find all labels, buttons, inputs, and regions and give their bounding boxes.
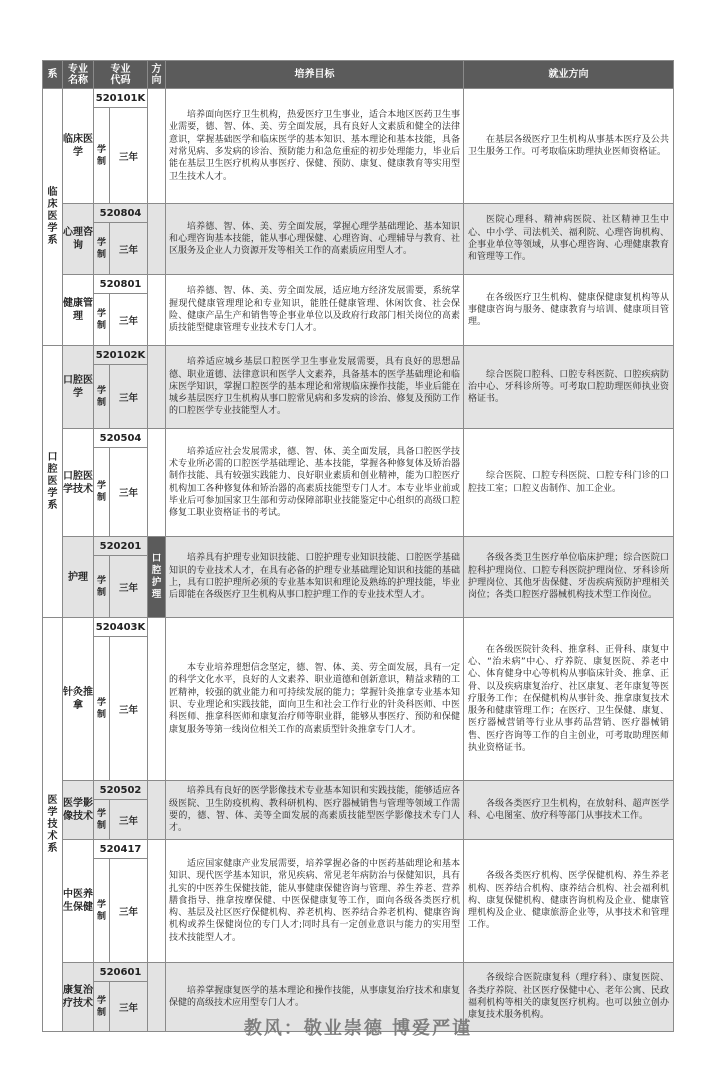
job-text: 各级各类医疗卫生机构，在放射科、超声医学科、心电图室、放疗科等部门从事技术工作。 bbox=[464, 781, 674, 840]
curriculum-table-wrapper bbox=[42, 60, 673, 1032]
major-name: 中医养生保健 bbox=[63, 840, 94, 963]
years-value: 三年 bbox=[110, 800, 148, 840]
major-code: 520201 bbox=[94, 537, 148, 556]
major-code: 520102K bbox=[94, 346, 148, 365]
job-text: 医院心理科、精神病医院、社区精神卫生中心、中小学、司法机关、福利院、心理咨询机构、企事业单位等领域，从事心理咨询、心理健康教育和管理等工作。 bbox=[464, 204, 674, 275]
table-row bbox=[43, 204, 674, 223]
goal-text: 培养德、智、体、美、劳全面发展，掌握心理学基础理论、基本知识和心理咨询基本技能，能从事心理保健、心理咨询、心理辅导与教育、社区服务及企业人力资源开发等相关工作的高素质应用型人才。 bbox=[166, 204, 464, 275]
job-text: 在各级医疗卫生机构、健康保健康复机构等从事健康咨询与服务、健康教育与培训、健康项目管理。 bbox=[464, 275, 674, 346]
years-value: 三年 bbox=[110, 859, 148, 963]
goal-text: 培养适应城乡基层口腔医学卫生事业发展需要，具有良好的思想品德、职业道德、法律意识和医学人文素养，具备基本的医学基础理论和临床医学知识，掌握口腔医学的基本理论和常规临床操作技能，毕业后能在城乡基层医疗卫生机构从事口腔常见病和多发病的诊治、修复及预防工作的口腔医学专业技能型人才。 bbox=[166, 346, 464, 429]
major-code: 520101K bbox=[94, 89, 148, 108]
direction-tag: 口腔护理 bbox=[148, 537, 166, 618]
curriculum-table bbox=[42, 60, 674, 1032]
major-code: 520417 bbox=[94, 840, 148, 859]
major-code: 520504 bbox=[94, 429, 148, 448]
header-dept: 系 bbox=[43, 61, 63, 89]
major-name: 健康管理 bbox=[63, 275, 94, 346]
header-code: 专业代码 bbox=[94, 61, 148, 89]
job-text: 各级综合医院康复科（理疗科）、康复医院、各类疗养院、社区医疗保健中心、老年公寓、民政福利机构等相关的康复医疗机构。也可以独立创办康复技术服务机构。 bbox=[464, 963, 674, 1032]
xuezhi-label: 学制 bbox=[94, 365, 110, 429]
goal-text: 培养具有护理专业知识技能、口腔护理专业知识技能、口腔医学基础知识的专业技术人才，在具有必备的护理专业基础理论知识和技能的基础上，具有口腔护理所必须的专业基本知识和理论及熟练的护理技能，毕业后即能在各级医疗卫生机构从事口腔护理工作的专业技术型人才。 bbox=[166, 537, 464, 618]
major-code: 520801 bbox=[94, 275, 148, 294]
years-value: 三年 bbox=[110, 637, 148, 781]
major-code: 520601 bbox=[94, 963, 148, 982]
years-value: 三年 bbox=[110, 223, 148, 275]
footer-motto: 教风：敬业崇德 博爱严谨 bbox=[243, 1018, 473, 1039]
goal-text: 培养德、智、体、美、劳全面发展，适应地方经济发展需要，系统掌握现代健康管理理论和专业知识，能胜任健康管理、休闲饮食、社会保险、健康产品生产和销售等企事业单位以及政府行政部门相关岗位的高素质技能型健康管理专业技术专门人才。 bbox=[166, 275, 464, 346]
years-value: 三年 bbox=[110, 108, 148, 204]
goal-text: 本专业培养理想信念坚定，德、智、体、美、劳全面发展，具有一定的科学文化水平，良好的人文素养、职业道德和创新意识，精益求精的工匠精神，较强的就业能力和可持续发展的能力；掌握针灸推拿专业基本知识、专业理论和实践技能，面向卫生和社会工作行业的针灸科医师、中医科医师、推拿科医师和康复治疗师等职业群，能够从事医疗、预防和保健康复服务等第一线岗位相关工作的高素质型针灸推拿专门人才。 bbox=[166, 618, 464, 781]
major-name: 护理 bbox=[63, 537, 94, 618]
table-row bbox=[43, 963, 674, 982]
major-name: 医学影像技术 bbox=[63, 781, 94, 840]
xuezhi-label: 学制 bbox=[94, 223, 110, 275]
major-name: 康复治疗技术 bbox=[63, 963, 94, 1032]
job-text: 在各级医院针灸科、推拿科、正骨科、康复中心、“治未病”中心、疗养院、康复医院、养老中心、体育健身中心等机构从事临床针灸、推拿、正骨、以及疾病康复治疗、社区康复、老年康复等医疗服务工作；在保健机构从事针灸、推拿康复技术服务和健康管理工作；在医疗、卫生保健、康复、医疗器械营销等行业从事药品营销、医疗器械销售、医疗咨询等工作的自主创业，可考取助理医师执业资格证书。 bbox=[464, 618, 674, 781]
major-name: 针灸推拿 bbox=[63, 618, 94, 781]
table-row bbox=[43, 89, 674, 108]
job-text: 在基层各级医疗卫生机构从事基本医疗及公共卫生服务工作。可考取临床助理执业医师资格证。 bbox=[464, 89, 674, 204]
major-code: 520403K bbox=[94, 618, 148, 637]
dept-stomatology: 口腔医学系 bbox=[43, 346, 63, 618]
major-name: 口腔医学 bbox=[63, 346, 94, 429]
table-header-row bbox=[43, 61, 674, 89]
major-code: 520804 bbox=[94, 204, 148, 223]
years-value: 三年 bbox=[110, 365, 148, 429]
dept-clinical: 临床医学系 bbox=[43, 89, 63, 346]
table-row bbox=[43, 781, 674, 800]
xuezhi-label: 学制 bbox=[94, 859, 110, 963]
table-row bbox=[43, 537, 674, 556]
years-value: 三年 bbox=[110, 556, 148, 618]
years-value: 三年 bbox=[110, 448, 148, 537]
header-dir: 方向 bbox=[148, 61, 166, 89]
major-name: 心理咨询 bbox=[63, 204, 94, 275]
goal-text: 培养掌握康复医学的基本理论和操作技能，从事康复治疗技术和康复保健的高级技术应用型专门人才。 bbox=[166, 963, 464, 1032]
goal-text: 培养面向医疗卫生机构，热爱医疗卫生事业，适合本地区医药卫生事业需要，德、智、体、美、劳全面发展，具有良好人文素质和健全的法律意识，掌握基础医学和临床医学的基本知识、基本理论和基本技能，具备对常见病、多发病的诊治、预防能力和急危重症的初步处理能力，毕业后能在基层卫生医疗机构从事医疗、保健、预防、康复、健康教育等实用型卫生技术人才。 bbox=[166, 89, 464, 204]
years-value: 三年 bbox=[110, 294, 148, 346]
job-text: 综合医院口腔科、口腔专科医院、口腔疾病防治中心、牙科诊所等。可考取口腔助理医师执业资格证书。 bbox=[464, 346, 674, 429]
table-row bbox=[43, 275, 674, 294]
header-goal: 培养目标 bbox=[166, 61, 464, 89]
years-value: 三年 bbox=[110, 982, 148, 1032]
xuezhi-label: 学制 bbox=[94, 637, 110, 781]
xuezhi-label: 学制 bbox=[94, 294, 110, 346]
major-name: 口腔医学技术 bbox=[63, 429, 94, 537]
job-text: 各级各类卫生医疗单位临床护理；综合医院口腔科护理岗位、口腔专科医院护理岗位、牙科诊所护理岗位、其他牙齿保健、牙齿疾病预防护理相关岗位；各类口腔医疗器械机构技术型工作岗位。 bbox=[464, 537, 674, 618]
major-code: 520502 bbox=[94, 781, 148, 800]
xuezhi-label: 学制 bbox=[94, 982, 110, 1032]
dept-tech: 医学技术系 bbox=[43, 618, 63, 1032]
xuezhi-label: 学制 bbox=[94, 800, 110, 840]
xuezhi-label: 学制 bbox=[94, 556, 110, 618]
xuezhi-label: 学制 bbox=[94, 108, 110, 204]
job-text: 各级各类医疗机构、医学保健机构、养生养老机构、医养结合机构、康养结合机构、社会福利机构、康复保健机构、健康咨询机构及企业、健康管理机构及企业、健康旅游企业等，从事技术和管理工作。 bbox=[464, 840, 674, 963]
major-name: 临床医学 bbox=[63, 89, 94, 204]
xuezhi-label: 学制 bbox=[94, 448, 110, 537]
header-major: 专业名称 bbox=[63, 61, 94, 89]
table-row bbox=[43, 346, 674, 365]
table-row bbox=[43, 840, 674, 859]
goal-text: 培养具有良好的医学影像技术专业基本知识和实践技能，能够适应各级医院、卫生防疫机构、教科研机构、医疗器械销售与管理等领域工作需要的，德、智、体、美等全面发展的高素质技能型医学影像技术专门人才。 bbox=[166, 781, 464, 840]
goal-text: 培养适应社会发展需求，德、智、体、美全面发展，具备口腔医学技术专业所必需的口腔医学基础理论、基本技能，掌握各种修复体及矫治器制作技能、具有较强实践能力、良好职业素质和创业精神，能为口腔医疗机构加工各种修复体和矫治器的高素质技能型专门人才。本专业毕业前或毕业后可参加国家卫生部和劳动保障部职业技能鉴定中心组织的高级口腔修复工职业资格证书的考试。 bbox=[166, 429, 464, 537]
table-row bbox=[43, 429, 674, 448]
table-row bbox=[43, 618, 674, 637]
job-text: 综合医院、口腔专科医院、口腔专科门诊的口腔技工室；口腔义齿制作、加工企业。 bbox=[464, 429, 674, 537]
goal-text: 适应国家健康产业发展需要，培养掌握必备的中医药基础理论和基本知识、现代医学基本知识，常见疾病、常见老年病防治与保健知识，具有扎实的中医养生保健技能，能从事健康保健咨询与管理、养生养老、营养膳食指导、推拿按摩保健、中医保健康复等工作，面向各级各类医疗机构、基层及社区医疗保健机构、养老机构、医养结合养老机构、健康咨询机构或养生保健岗位的专门人才;同时具有一定创业意识与能力的实用型技术技能型人才。 bbox=[166, 840, 464, 963]
header-job: 就业方向 bbox=[464, 61, 674, 89]
